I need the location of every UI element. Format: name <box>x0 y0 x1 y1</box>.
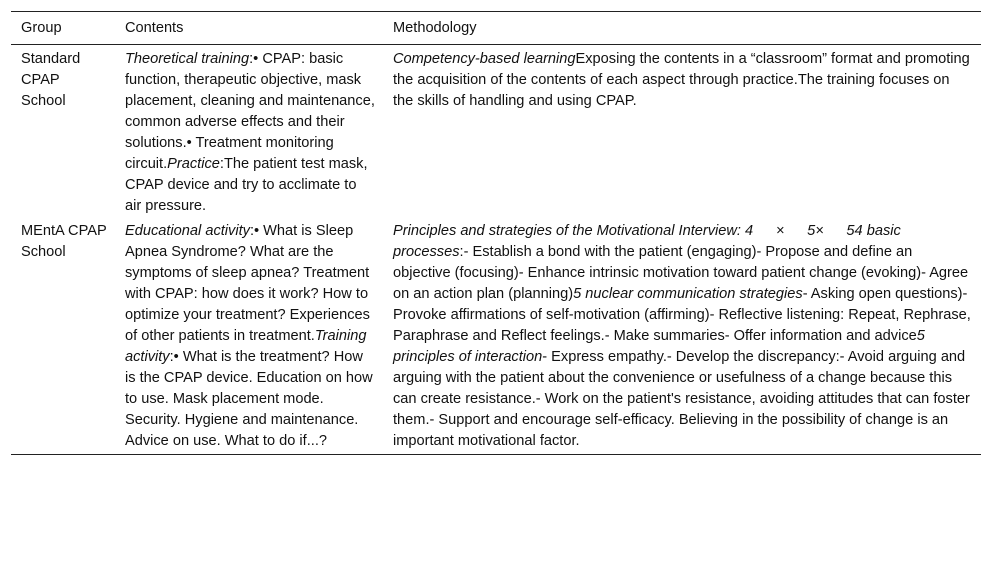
cell-group: Standard CPAP School <box>21 51 81 109</box>
methodology-segment: Competency-based learning <box>393 51 576 67</box>
methodology-segment: Exposing the contents in a “classroom” format and promoting the acquisition of the contents of each aspect through practice.The training focuses on the skills of handling and using CPAP. <box>393 51 970 109</box>
contents-segment: :• CPAP: basic function, therapeutic objective, mask placement, cleaning and maintenance, common adverse effects and their solutions.• Treatment monitoring circuit. <box>125 51 375 172</box>
header-contents: Contents <box>115 12 383 45</box>
methodology-segment: :- Establish a bond with the patient (engaging)- Propose and define an objective (focusing)- Enhance intrinsic motivation toward patient change (evoking)- Agree on an action plan (planning) <box>393 244 969 302</box>
cell-methodology <box>383 217 981 455</box>
contents-segment: :• What is Sleep Apnea Syndrome? What are the symptoms of sleep apnea? Treatment with CPAP: how does it work? How to optimize your treatment? Experiences of other patients in treatment. <box>125 223 370 344</box>
header-group: Group <box>11 12 115 45</box>
cell-contents <box>115 45 383 218</box>
methodology-table <box>11 11 981 455</box>
methodology-segment: 5 principles of interaction <box>393 328 925 365</box>
contents-segment: Practice <box>167 156 220 172</box>
cell-methodology <box>383 45 981 218</box>
methodology-segment: - Asking open questions)- Provoke affirmations of self-motivation (affirming)- Reflective listening: Repeat, Rephrase, Paraphrase and Reflect feelings.- Make summaries- Offer information and advice <box>393 286 971 344</box>
table-row <box>11 217 981 455</box>
table-container <box>11 11 981 455</box>
contents-segment: Training activity <box>125 328 367 365</box>
contents-segment: :The patient test mask, CPAP device and try to acclimate to air pressure. <box>125 156 368 214</box>
methodology-segment: Principles and strategies of the Motivational Interview: 4 × 5× 54 basic processes <box>393 223 901 260</box>
contents-segment: :• What is the treatment? How is the CPAP device. Education on how to use. Mask placement mode. Security. Hygiene and maintenance. Advice on use. What to do if...? <box>125 349 373 449</box>
header-methodology: Methodology <box>383 12 981 45</box>
contents-segment: Theoretical training <box>125 51 250 67</box>
header-row <box>11 12 981 45</box>
table-row <box>11 45 981 218</box>
cell-contents <box>115 217 383 455</box>
methodology-segment: 5 nuclear communication strategies <box>573 286 803 302</box>
cell-group: MEntA CPAP School <box>11 217 115 455</box>
contents-segment: Educational activity <box>125 223 250 239</box>
methodology-segment: - Express empathy.- Develop the discrepancy:- Avoid arguing and arguing with the patient about the convenience or usefulness of a change because this can create resistance.- Work on the patient's resistance, avoiding attitudes that can foster them.- Support and encourage self-efficacy. Believing in the possibility of change is an important motivational factor. <box>393 349 970 449</box>
